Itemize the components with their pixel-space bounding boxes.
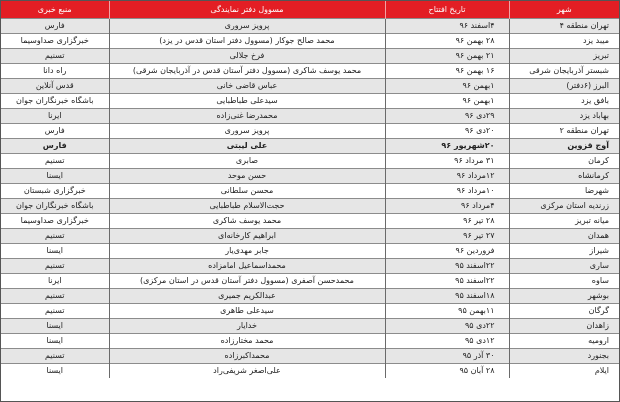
opening-date-cell: ۱۲مرداد ۹۶ bbox=[385, 169, 509, 184]
city-cell: بهاباد یزد bbox=[509, 109, 619, 124]
opening-date-cell: ۲۲دی ۹۵ bbox=[385, 319, 509, 334]
city-cell: شبستر آذربایجان شرقی bbox=[509, 64, 619, 79]
office-manager-cell: خدایار bbox=[109, 319, 385, 334]
news-source-cell: تسنیم bbox=[1, 289, 109, 304]
opening-date-cell: ۲۸ آبان ۹۵ bbox=[385, 364, 509, 379]
news-source-cell: راه دانا bbox=[1, 64, 109, 79]
table-row bbox=[1, 259, 619, 274]
news-source-cell: ایسنا bbox=[1, 364, 109, 379]
table-row bbox=[1, 169, 619, 184]
news-source-cell: تسنیم bbox=[1, 349, 109, 364]
news-source-cell: تسنیم bbox=[1, 154, 109, 169]
office-manager-cell: حسن موحد bbox=[109, 169, 385, 184]
city-cell: همدان bbox=[509, 229, 619, 244]
table-row bbox=[1, 184, 619, 199]
city-cell: ساری bbox=[509, 259, 619, 274]
news-source-cell: تسنیم bbox=[1, 304, 109, 319]
table-row bbox=[1, 124, 619, 139]
opening-date-cell: ۲۰شهریور ۹۶ bbox=[385, 139, 509, 154]
office-manager-cell: علی‌اصغر شریفی‌راد bbox=[109, 364, 385, 379]
table-row bbox=[1, 154, 619, 169]
city-cell: بافق یزد bbox=[509, 94, 619, 109]
opening-date-cell: ۲۸ بهمن ۹۶ bbox=[385, 34, 509, 49]
opening-date-cell: ۲۲اسفند ۹۵ bbox=[385, 259, 509, 274]
city-cell: ارومیه bbox=[509, 334, 619, 349]
office-manager-cell: پرویز سروری bbox=[109, 19, 385, 34]
table-row bbox=[1, 304, 619, 319]
city-cell: کرمان bbox=[509, 154, 619, 169]
news-source-cell: تسنیم bbox=[1, 229, 109, 244]
city-cell: شهرضا bbox=[509, 184, 619, 199]
opening-date-cell: ۳۱ مرداد ۹۶ bbox=[385, 154, 509, 169]
table-row bbox=[1, 319, 619, 334]
opening-date-cell: ۱۰مرداد ۹۶ bbox=[385, 184, 509, 199]
office-manager-cell: محمد مختارزاده bbox=[109, 334, 385, 349]
city-cell: تبریز bbox=[509, 49, 619, 64]
table-row bbox=[1, 139, 619, 154]
header-office-manager: مسوول دفتر نمایندگی bbox=[109, 1, 385, 19]
table-row bbox=[1, 289, 619, 304]
table-row bbox=[1, 109, 619, 124]
news-source-cell: خبرگزاری صداوسیما bbox=[1, 34, 109, 49]
city-cell: میانه تبریز bbox=[509, 214, 619, 229]
office-manager-cell: محمد صالح جوکار (مسوول دفتر استان قدس در یزد) bbox=[109, 34, 385, 49]
office-manager-cell: عبدالکریم جمیری bbox=[109, 289, 385, 304]
news-source-cell: تسنیم bbox=[1, 259, 109, 274]
news-source-cell: ایرنا bbox=[1, 109, 109, 124]
table-row bbox=[1, 229, 619, 244]
opening-date-cell: ۴اسفند ۹۶ bbox=[385, 19, 509, 34]
table-row bbox=[1, 34, 619, 49]
opening-date-cell: ۲۹دی ۹۶ bbox=[385, 109, 509, 124]
office-manager-cell: محمد یوسف شاکری bbox=[109, 214, 385, 229]
table-row bbox=[1, 214, 619, 229]
city-cell: ایلام bbox=[509, 364, 619, 379]
table-row bbox=[1, 94, 619, 109]
news-source-cell: تسنیم bbox=[1, 49, 109, 64]
news-source-cell: فارس bbox=[1, 124, 109, 139]
news-source-cell: قدس آنلاین bbox=[1, 79, 109, 94]
city-cell: گرگان bbox=[509, 304, 619, 319]
office-manager-cell: حجت‌الاسلام طباطبایی bbox=[109, 199, 385, 214]
city-cell: تهران منطقه ۴ bbox=[509, 19, 619, 34]
news-source-cell: ایسنا bbox=[1, 334, 109, 349]
news-source-cell: فارس bbox=[1, 19, 109, 34]
news-source-cell: ایسنا bbox=[1, 169, 109, 184]
table-row bbox=[1, 19, 619, 34]
table-row bbox=[1, 274, 619, 289]
header-news-source: منبع خبری bbox=[1, 1, 109, 19]
office-manager-cell: عباس قاضی خانی bbox=[109, 79, 385, 94]
table-header-row bbox=[1, 1, 619, 19]
header-opening-date: تاریخ افتتاح bbox=[385, 1, 509, 19]
header-city: شهر bbox=[509, 1, 619, 19]
news-source-cell: باشگاه خبرنگاران جوان bbox=[1, 199, 109, 214]
opening-date-cell: ۲۷ تیر ۹۶ bbox=[385, 229, 509, 244]
opening-date-cell: ۱۸اسفند ۹۵ bbox=[385, 289, 509, 304]
city-cell: البرز (۶دفتر) bbox=[509, 79, 619, 94]
news-source-cell: ایسنا bbox=[1, 319, 109, 334]
office-manager-cell: محمداسماعیل امامزاده bbox=[109, 259, 385, 274]
office-manager-cell: محمداکبرزاده bbox=[109, 349, 385, 364]
city-cell: زرندیه استان مرکزی bbox=[509, 199, 619, 214]
office-manager-cell: محسن سلطانی bbox=[109, 184, 385, 199]
news-source-cell: خبرگزاری شبستان bbox=[1, 184, 109, 199]
news-source-cell: خبرگزاری صداوسیما bbox=[1, 214, 109, 229]
office-manager-cell: محمدحسن آصفری (مسوول دفتر آستان قدس در استان مرکزی) bbox=[109, 274, 385, 289]
office-manager-cell: فرخ جلالی bbox=[109, 49, 385, 64]
table-row bbox=[1, 79, 619, 94]
table-row bbox=[1, 64, 619, 79]
city-cell: زاهدان bbox=[509, 319, 619, 334]
office-manager-cell: محمد یوسف شاکری (مسوول دفتر آستان قدس در آذربایجان شرقی) bbox=[109, 64, 385, 79]
opening-date-cell: ۴مرداد ۹۶ bbox=[385, 199, 509, 214]
news-source-cell: باشگاه خبرنگاران جوان bbox=[1, 94, 109, 109]
office-manager-cell: پرویز سروری bbox=[109, 124, 385, 139]
news-source-cell: فارس bbox=[1, 139, 109, 154]
city-cell: آوج قزوین bbox=[509, 139, 619, 154]
city-cell: بوشهر bbox=[509, 289, 619, 304]
opening-date-cell: ۱بهمن ۹۶ bbox=[385, 79, 509, 94]
table-row bbox=[1, 49, 619, 64]
city-cell: ساوه bbox=[509, 274, 619, 289]
table-row bbox=[1, 199, 619, 214]
office-manager-cell: جابر مهدی‌یار bbox=[109, 244, 385, 259]
news-source-cell: ایرنا bbox=[1, 274, 109, 289]
opening-date-cell: ۲۰دی ۹۶ bbox=[385, 124, 509, 139]
opening-date-cell: ۱۱بهمن ۹۵ bbox=[385, 304, 509, 319]
opening-date-cell: ۲۱ بهمن ۹۶ bbox=[385, 49, 509, 64]
table-row bbox=[1, 349, 619, 364]
office-manager-cell: سیدعلی طباطبایی bbox=[109, 94, 385, 109]
opening-date-cell: ۱۶ بهمن ۹۶ bbox=[385, 64, 509, 79]
city-cell: تهران منطقه ۲ bbox=[509, 124, 619, 139]
table-row bbox=[1, 244, 619, 259]
opening-date-cell: فروردین ۹۶ bbox=[385, 244, 509, 259]
office-manager-cell: سیدعلی طاهری bbox=[109, 304, 385, 319]
news-source-cell: ایسنا bbox=[1, 244, 109, 259]
city-cell: میبد یزد bbox=[509, 34, 619, 49]
opening-date-cell: ۲۲اسفند ۹۵ bbox=[385, 274, 509, 289]
opening-date-cell: ۲۸ تیر ۹۶ bbox=[385, 214, 509, 229]
city-cell: شیراز bbox=[509, 244, 619, 259]
office-manager-cell: علی لیبتی bbox=[109, 139, 385, 154]
office-manager-cell: محمدرضا غنی‌زاده bbox=[109, 109, 385, 124]
opening-date-cell: ۱۲دی ۹۵ bbox=[385, 334, 509, 349]
opening-date-cell: ۱بهمن ۹۶ bbox=[385, 94, 509, 109]
office-manager-cell: ابراهیم کارخانه‌ای bbox=[109, 229, 385, 244]
office-openings-table bbox=[1, 1, 619, 378]
table-body bbox=[1, 19, 619, 379]
table-row bbox=[1, 364, 619, 379]
city-cell: کرمانشاه bbox=[509, 169, 619, 184]
table-row bbox=[1, 334, 619, 349]
city-cell: بجنورد bbox=[509, 349, 619, 364]
opening-date-cell: ۳۰ آذر ۹۵ bbox=[385, 349, 509, 364]
office-manager-cell: صابری bbox=[109, 154, 385, 169]
